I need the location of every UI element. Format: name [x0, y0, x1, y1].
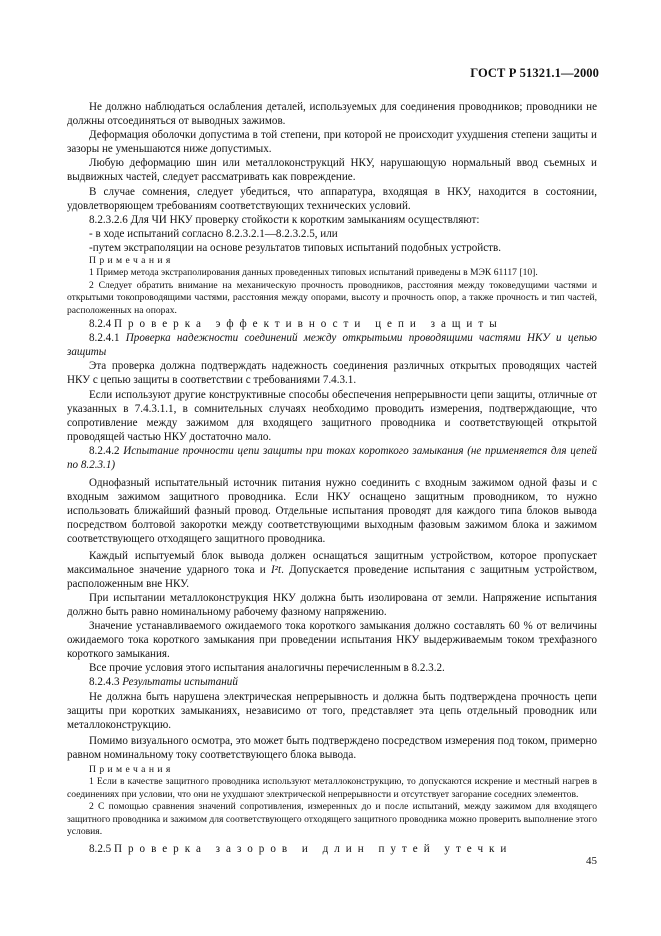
i2t-symbol: I²t	[270, 563, 282, 576]
clause-title: Результаты испытаний	[122, 676, 238, 689]
paragraph: Значение устанавливаемого ожидаемого тока короткого замыкания должно составлять 60 % от величины ожидаемого тока короткого замыкания при проведении испытания НКУ выдерживаемым током трехфазного короткого замыкания.	[67, 620, 597, 661]
paragraph: Все прочие условия этого испытания аналогичны перечисленным в 8.2.3.2.	[89, 662, 445, 675]
note-item: 2 Следует обратить внимание на механическую прочность проводников, расстояния между токоведущими частями и открытыми токопроводящими частями, расстояния между опорами, высоту и прочность опор, а также прочность и тип частей, расположенных на опорах.	[67, 279, 597, 316]
clause-number: 8.2.4.3	[89, 676, 120, 689]
page-content	[67, 100, 597, 857]
paragraph: Помимо визуального осмотра, это может быть подтверждено посредством измерения под током, примерно равном номинальному току соответствующего блока вывода.	[67, 734, 597, 761]
clause-number: 8.2.4.1	[89, 332, 120, 345]
note-item: 1 Если в качестве защитного проводника используют металлоконструкцию, то допускаются искрение и местный нагрев в соединениях при условии, что они не ухудшают электрической непрерывности и отсутствует загорание соседних элементов.	[67, 776, 597, 800]
clause-number: 8.2.4.2	[89, 444, 120, 457]
notes-heading: Примечания	[89, 763, 174, 775]
clause-8-2-4-1	[67, 331, 597, 359]
paragraph: Если используют другие конструктивные способы обеспечения непрерывности цепи защиты, отличные от указанных в 7.4.3.1.1, в сомнительных случаях необходимо проводить измерения, подтверждающие, что сопротивление между зажимом для входящего защитного проводника и соответствующей открытой проводящей частью НКУ достаточно мало.	[67, 388, 597, 443]
clause-title: Проверка надежности соединений между открытыми проводящими частями НКУ и цепью защиты	[67, 332, 597, 359]
paragraph: Не должна быть нарушена электрическая непрерывность и должна быть подтверждена прочность цепи защиты при коротких замыканиях, независимо от того, представляет эта цепь отдельный проводник или металлоконструкцию.	[67, 690, 597, 731]
paragraph: В случае сомнения, следует убедиться, что аппаратура, входящая в НКУ, находится в состоянии, удовлетворяющем требованиям соответствующих технических условий.	[67, 185, 597, 212]
section-number: 8.2.4	[89, 318, 112, 331]
paragraph: Любую деформацию шин или металлоконструкций НКУ, нарушающую нормальный ввод съемных и выдвижных частей, следует рассматривать как повреждение.	[67, 157, 597, 184]
clause-8-2-4-3	[67, 675, 597, 689]
section-heading-8-2-5	[67, 842, 597, 856]
paragraph: Эта проверка должна подтверждать надежность соединения различных открытых проводящих частей НКУ с цепью защиты в соответствии с требованиями 7.4.3.1.	[67, 360, 597, 387]
text-run: . Допускается проведение испытания с защитным устройством, расположенным вне НКУ.	[67, 563, 598, 590]
section-number: 8.2.5	[89, 843, 112, 856]
clause-title: Испытание прочности цепи защиты при токах короткого замыкания (не применяется для цепей по 8.2.3.1)	[67, 444, 597, 471]
clause-8-2-3-2-6: 8.2.3.2.6 Для ЧИ НКУ проверку стойкости к коротким замыканиям осуществляют:	[89, 213, 480, 226]
section-heading-8-2-4	[67, 317, 597, 331]
note-item: 1 Пример метода экстраполирования данных проведенных типовых испытаний приведены в МЭК 61117 [10].	[89, 267, 538, 279]
notes-heading: Примечания	[89, 255, 174, 267]
paragraph: Не должно наблюдаться ослабления деталей, используемых для соединения проводников; проводники не должны отсоединяться от выводных зажимов.	[67, 101, 597, 128]
paragraph: Деформация оболочки допустима в той степени, при которой не происходит ухудшения степени защиты и зазоры не уменьшаются ниже допустимых.	[67, 129, 597, 156]
section-title: Проверка зазоров и длин путей утечки	[113, 843, 513, 856]
list-item: -путем экстраполяции на основе результатов типовых испытаний подобных устройств.	[89, 241, 502, 254]
standard-header: ГОСТ Р 51321.1—2000	[470, 66, 599, 80]
paragraph: Однофазный испытательный источник питания нужно соединить с входным зажимом одной фазы и с входным зажимом защитного проводника. Если НКУ оснащено защитным проводником, то нужно использовать ближайший фазный провод. Отдельные испытания проводят для каждого типа блоков вывода посредством болтовой закоротки между соответствующими выходным фазовым зажимом блока и зажимом соответствующего отходящего защитного проводника.	[67, 477, 597, 546]
section-title: Проверка эффективности цепи защиты	[113, 318, 503, 331]
clause-8-2-4-2	[67, 444, 597, 472]
paragraph: При испытании металлоконструкция НКУ должна быть изолирована от земли. Напряжение испытания должно быть равно номинальному рабочему фазному напряжению.	[67, 591, 597, 618]
note-item: 2 С помощью сравнения значений сопротивления, измеренных до и после испытаний, между зажимом для входящего защитного проводника и зажимом для соответствующего отходящего защитного проводника можно проверить выполнение этого условия.	[67, 801, 597, 837]
paragraph	[67, 549, 597, 591]
page-number: 45	[586, 855, 597, 867]
text-run: Каждый испытуемый блок вывода должен оснащаться защитным устройством, которое пропускает максимальное значение ударного тока и	[67, 549, 597, 576]
list-item: - в ходе испытаний согласно 8.2.3.2.1—8.2.3.2.5, или	[89, 227, 338, 240]
